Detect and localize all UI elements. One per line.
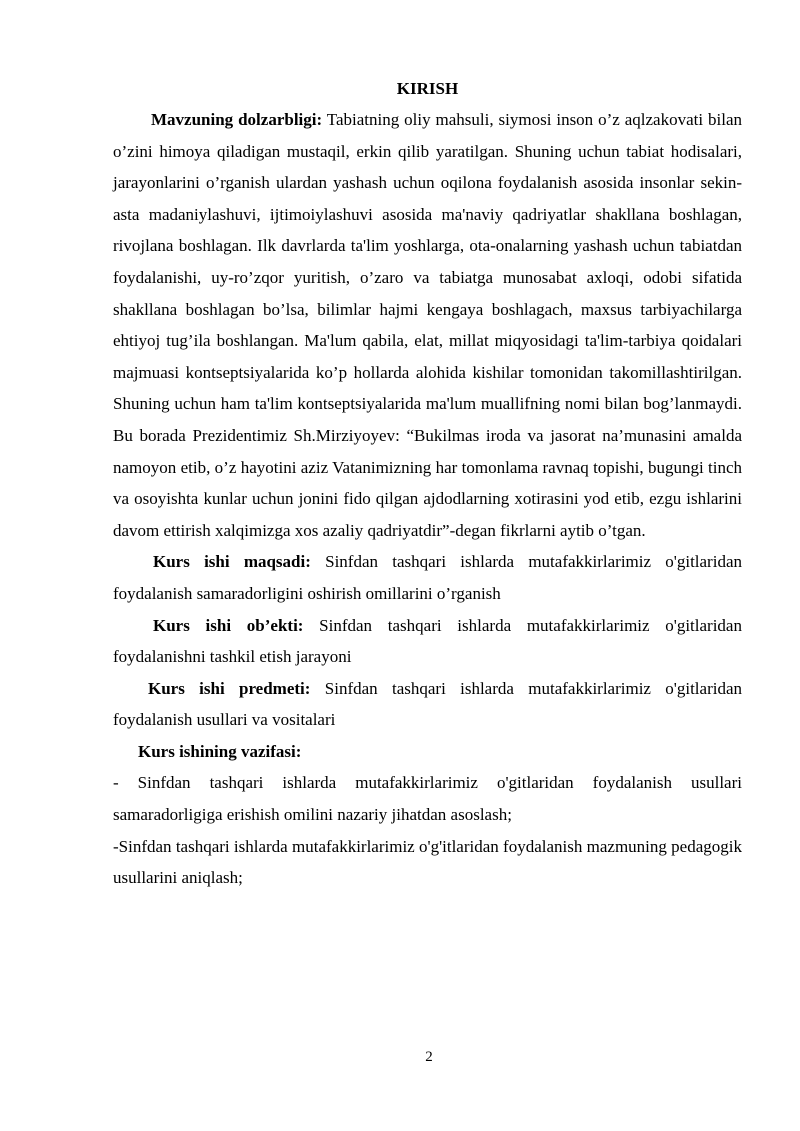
document-page <box>113 74 742 894</box>
object-text: Sinfdan tashqari ishlarda mutafakkirlarimiz o'gitlaridan foydalanishni tashkil etish jarayoni <box>113 615 742 667</box>
subject-paragraph <box>113 673 742 736</box>
page-title: KIRISH <box>396 79 459 98</box>
object-label: Kurs ishi ob’ekti: <box>153 615 304 635</box>
page-number: 2 <box>425 1049 433 1065</box>
subject-label: Kurs ishi predmeti: <box>148 678 311 698</box>
relevance-text: Tabiatning oliy mahsuli, siymosi inson o’z aqlzakovati bilan o’zini himoya qiladigan mustaqil, erkin qilib yaratilgan. Shuning uchun tabiat hodisalari, jarayonlarini o’rganish ulardan yashash uchun oqilona foydalanish asosida insonlar sekin-asta madaniylashuvi, ijtimoiylashuvi asosida ma'naviy qadriyatlar shakllana boshlagan, rivojlana boshlagan. Ilk davrlarda ta'lim yoshlarga, ota-onalarning yashash uchun tabiatdan foydalanishi, uy-ro’zqor yuritish, o’zaro va tabiatga munosabat axloqi, odobi sifatida shakllana boshlagan bo’lsa, bilimlar hajmi kengaya boshlagach, maxsus tarbiyachilarga ehtiyoj tug’ila boshlangan. Ma'lum qabila, elat, millat miqyosidagi ta'lim-tarbiya qoidalari majmuasi kontseptsiyalarida ko’p hollarda alohida kishilar tomonidan takomillashtirilgan. Shuning uchun ham ta'lim kontseptsiyalarida ma'lum muallifning nomi bilan bog’lanmaydi. Bu borada Prezidentimiz Sh.Mirziyoyev: “Bukilmas iroda va jasorat na’munasini amalda namoyon etib, o’z hayotini aziz Vatanimizning har tomonlama ravnaq topishi, bugungi tinch va osoyishta kunlar uchun jonini fido qilgan ajdodlarning xotirasini yod etib, ezgu ishlarini davom ettirish xalqimizga xos azaliy qadriyatdir”-degan fikrlarni aytib o’tgan. <box>113 110 742 540</box>
goal-paragraph <box>113 546 742 609</box>
tasks-label: Kurs ishining vazifasi: <box>138 741 302 761</box>
tasks-heading <box>113 736 742 768</box>
relevance-label: Mavzuning dolzarbligi: <box>151 110 323 129</box>
goal-label: Kurs ishi maqsadi: <box>153 552 311 572</box>
goal-text: Sinfdan tashqari ishlarda mutafakkirlarimiz o'gitlaridan foydalanish samaradorligini oshirish omillarini o’rganish <box>113 552 742 603</box>
subject-text: Sinfdan tashqari ishlarda mutafakkirlarimiz o'gitlaridan foydalanish usullari va vositalari <box>113 678 742 730</box>
object-paragraph <box>113 610 742 673</box>
task-item: -Sinfdan tashqari ishlarda mutafakkirlarimiz o'g'itlaridan foydalanish mazmuning pedagogik usullarini aniqlash; <box>113 836 742 888</box>
task-item: - Sinfdan tashqari ishlarda mutafakkirlarimiz o'gitlaridan foydalanish usullari samaradorligiga erishish omilini nazariy jihatdan asoslash; <box>113 773 742 825</box>
relevance-paragraph <box>113 104 742 546</box>
